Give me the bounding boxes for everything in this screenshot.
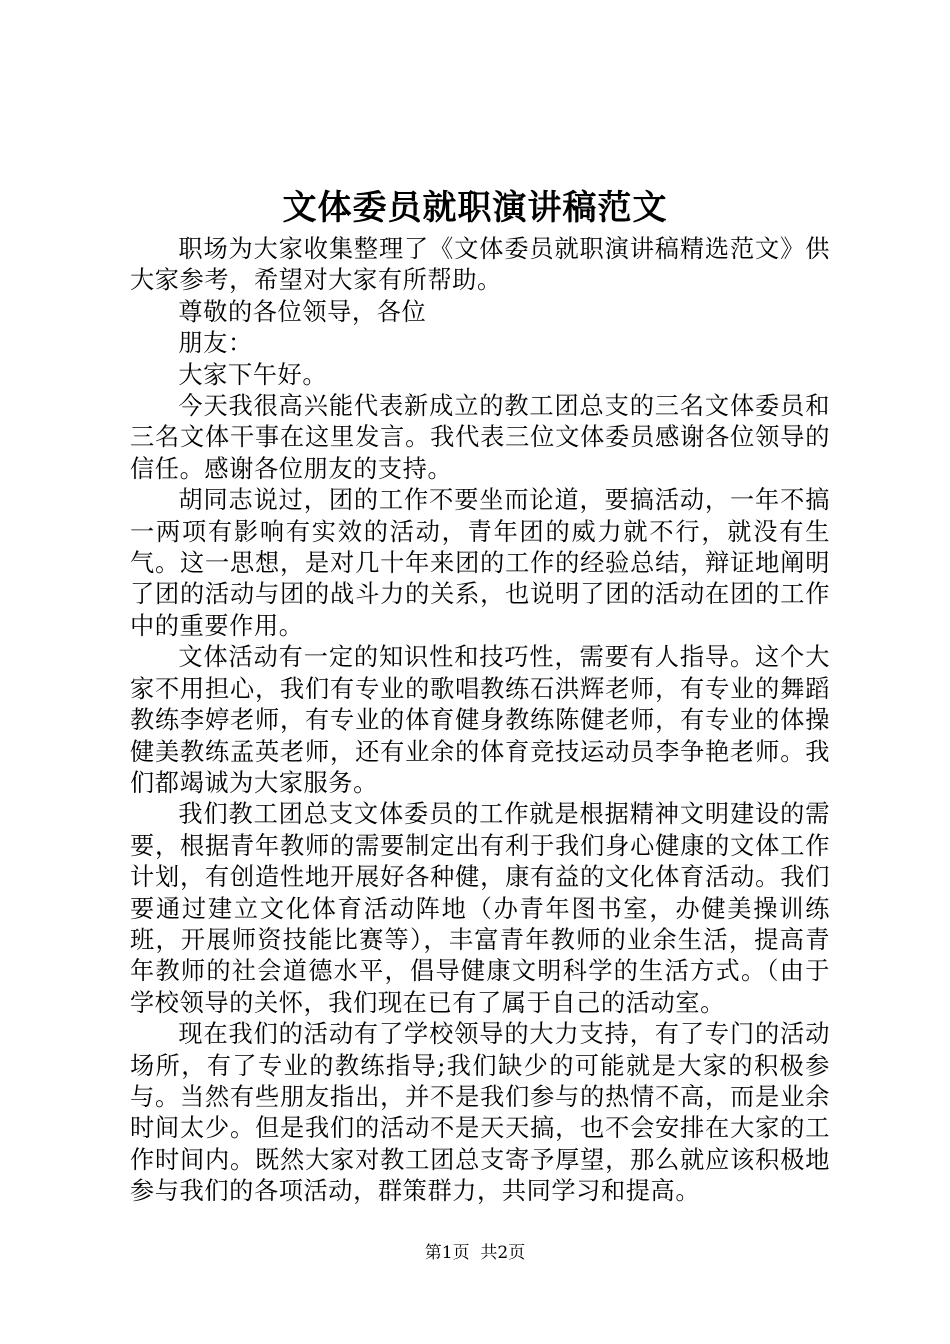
document-body [130, 234, 830, 1208]
paragraph: 朋友： [178, 329, 253, 358]
paragraph: 我们教工团总支文体委员的工作就是根据精神文明建设的需要，根据青年教师的需要制定出有利于我们身心健康的文体工作计划，有创造性地开展好各种健，康有益的文化体育活动。我们要通过建立文化体育活动阵地（办青年图书室，办健美操训练班，开展师资技能比赛等），丰富青年教师的业余生活，提高青年教师的社会道德水平，倡导健康文明科学的生活方式。（由于学校领导的关怀，我们现在已有了属于自己的活动室。 [130, 800, 830, 1017]
page-number-footer: 第1页 共2页 [424, 1243, 526, 1263]
page-title: 文体委员就职演讲稿范文 [282, 188, 668, 228]
paragraph: 胡同志说过，团的工作不要坐而论道，要搞活动，一年不搞一两项有影响有实效的活动，青年团的威力就不行，就没有生气。这一思想，是对几十年来团的工作的经验总结，辩证地阐明了团的活动与团的战斗力的关系，也说明了团的活动在团的工作中的重要作用。 [130, 486, 830, 640]
paragraph: 尊敬的各位领导，各位 [178, 297, 427, 326]
paragraph: 现在我们的活动有了学校领导的大力支持，有了专门的活动场所，有了专业的教练指导;我们缺少的可能就是大家的积极参与。当然有些朋友指出，并不是我们参与的热情不高，而是业余时间太少。但是我们的活动不是天天搞，也不会安排在大家的工作时间内。既然大家对教工团总支寄予厚望，那么就应该积极地参与我们的各项活动，群策群力，共同学习和提高。 [130, 1020, 830, 1206]
paragraph: 文体活动有一定的知识性和技巧性，需要有人指导。这个大家不用担心，我们有专业的歌唱教练石洪辉老师，有专业的舞蹈教练李婷老师，有专业的体育健身教练陈健老师，有专业的体操健美教练孟英老师，还有业余的体育竞技运动员李争艳老师。我们都竭诚为大家服务。 [130, 643, 830, 797]
paragraph: 大家下午好。 [178, 360, 328, 389]
paragraph: 职场为大家收集整理了《文体委员就职演讲稿精选范文》供大家参考，希望对大家有所帮助。 [130, 235, 830, 295]
paragraph: 今天我很高兴能代表新成立的教工团总支的三名文体委员和三名文体干事在这里发言。我代表三位文体委员感谢各位领导的信任。感谢各位朋友的支持。 [130, 392, 830, 483]
